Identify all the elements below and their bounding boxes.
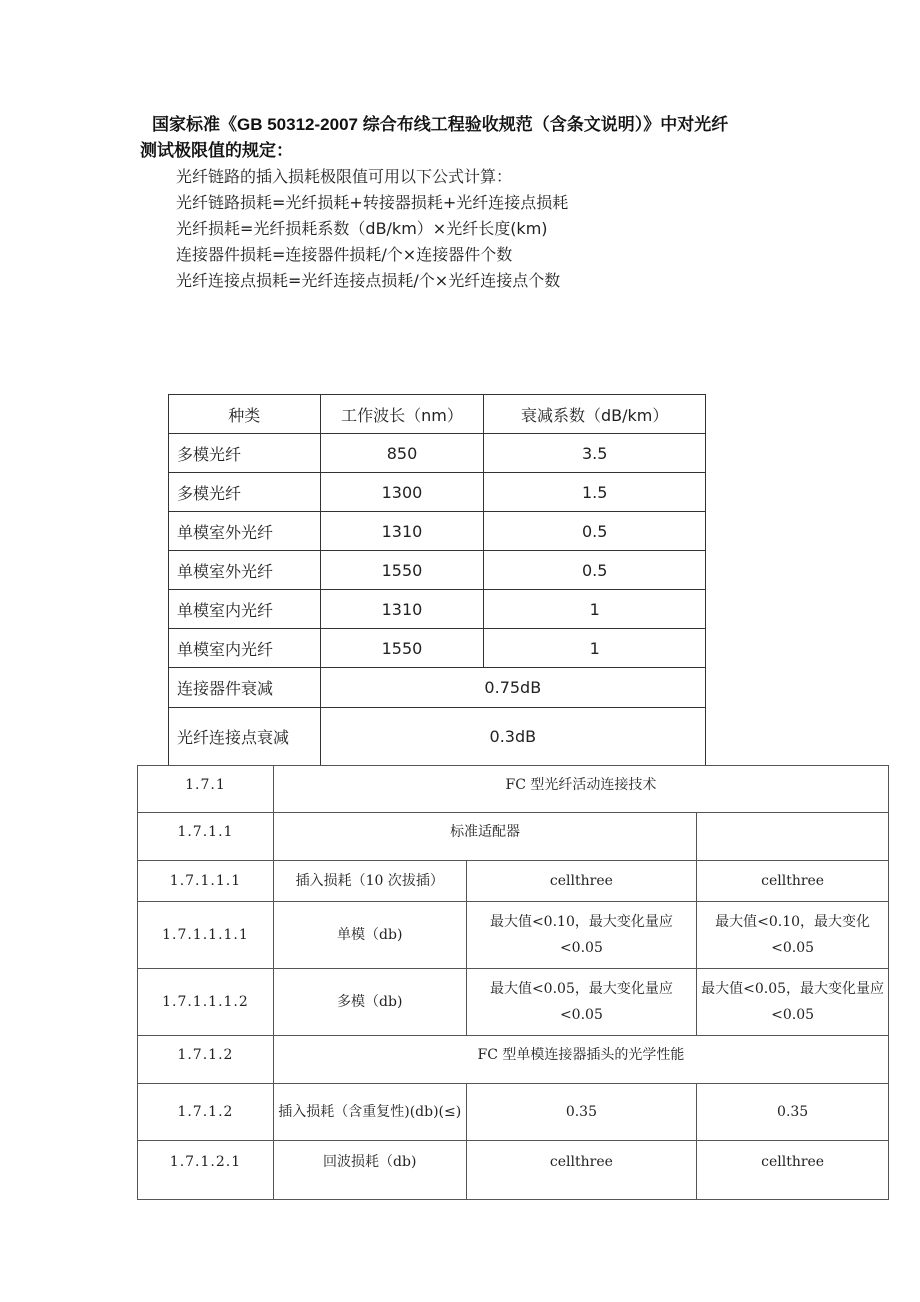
cell-empty xyxy=(697,813,889,861)
cell-wavelength: 1310 xyxy=(320,512,484,551)
cell-coefficient: 1 xyxy=(484,590,706,629)
heading-line-1: 国家标准《GB 50312-2007 综合布线工程验收规范（含条文说明）》中对光纤 xyxy=(152,115,729,134)
cell-type: 单模室外光纤 xyxy=(169,512,321,551)
cell-id: 1.7.1 xyxy=(138,766,274,813)
cell-coefficient: 3.5 xyxy=(484,434,706,473)
cell-wavelength: 850 xyxy=(320,434,484,473)
table-row xyxy=(169,551,706,590)
table-row xyxy=(138,1141,889,1200)
cell-value-1: 0.35 xyxy=(466,1084,697,1141)
table-row xyxy=(169,512,706,551)
table-row xyxy=(138,766,889,813)
cell-id: 1.7.1.2 xyxy=(138,1084,274,1141)
cell-value-2: 最大值<0.05，最大变化量应<0.05 xyxy=(697,969,889,1036)
cell-id: 1.7.1.1.1.2 xyxy=(138,969,274,1036)
heading-line-2: 测试极限值的规定： xyxy=(140,141,293,160)
cell-type: 多模光纤 xyxy=(169,473,321,512)
table-row xyxy=(138,969,889,1036)
connector-value: 0.75dB xyxy=(320,668,705,708)
cell-label: 多模（db) xyxy=(273,969,466,1036)
cell-coefficient: 1 xyxy=(484,629,706,668)
splice-row xyxy=(169,708,706,766)
cell-label: 单模（db) xyxy=(273,902,466,969)
cell-section-title: 标准适配器 xyxy=(273,813,696,861)
table-row xyxy=(138,1084,889,1141)
cell-section-title: FC 型光纤活动连接技术 xyxy=(273,766,888,813)
table-row xyxy=(169,473,706,512)
splice-value: 0.3dB xyxy=(320,708,705,766)
table-row xyxy=(169,629,706,668)
cell-value-1: cellthree xyxy=(466,861,697,902)
connector-row xyxy=(169,668,706,708)
formula-fiber-loss: 光纤损耗=光纤损耗系数（dB/km）×光纤长度(km) xyxy=(176,219,548,238)
cell-value-2: 0.35 xyxy=(697,1084,889,1141)
formula-intro: 光纤链路的插入损耗极限值可用以下公式计算： xyxy=(176,167,513,186)
cell-wavelength: 1550 xyxy=(320,551,484,590)
cell-type: 多模光纤 xyxy=(169,434,321,473)
cell-value-2: cellthree xyxy=(697,861,889,902)
cell-label: 插入损耗（含重复性)(db)(≤) xyxy=(273,1084,466,1141)
cell-wavelength: 1550 xyxy=(320,629,484,668)
cell-value-2: cellthree xyxy=(697,1141,889,1200)
header-type: 种类 xyxy=(169,395,321,434)
cell-wavelength: 1300 xyxy=(320,473,484,512)
formula-list xyxy=(176,164,568,294)
header-wavelength: 工作波长（nm） xyxy=(320,395,484,434)
cell-label: 插入损耗（10 次拔插） xyxy=(273,861,466,902)
cell-wavelength: 1310 xyxy=(320,590,484,629)
table-row xyxy=(138,861,889,902)
table-row xyxy=(169,590,706,629)
cell-coefficient: 0.5 xyxy=(484,551,706,590)
cell-type: 单模室外光纤 xyxy=(169,551,321,590)
cell-value-1: cellthree xyxy=(466,1141,697,1200)
cell-coefficient: 1.5 xyxy=(484,473,706,512)
formula-connector-loss: 连接器件损耗=连接器件损耗/个×连接器件个数 xyxy=(176,245,513,264)
cell-type: 单模室内光纤 xyxy=(169,629,321,668)
connector-label: 连接器件衰减 xyxy=(169,668,321,708)
cell-id: 1.7.1.1.1 xyxy=(138,861,274,902)
cell-id: 1.7.1.1.1.1 xyxy=(138,902,274,969)
cell-id: 1.7.1.1 xyxy=(138,813,274,861)
table-row xyxy=(169,434,706,473)
table-row xyxy=(138,813,889,861)
cell-id: 1.7.1.2 xyxy=(138,1036,274,1084)
splice-label: 光纤连接点衰减 xyxy=(169,708,321,766)
table-header-row xyxy=(169,395,706,434)
cell-type: 单模室内光纤 xyxy=(169,590,321,629)
formula-splice-loss: 光纤连接点损耗=光纤连接点损耗/个×光纤连接点个数 xyxy=(176,271,561,290)
cell-section-title: FC 型单模连接器插头的光学性能 xyxy=(273,1036,888,1084)
cell-value-1: 最大值<0.10，最大变化量应<0.05 xyxy=(466,902,697,969)
table-row xyxy=(138,1036,889,1084)
cell-value-2: 最大值<0.10，最大变化<0.05 xyxy=(697,902,889,969)
header-coefficient: 衰减系数（dB/km） xyxy=(484,395,706,434)
cell-label: 回波损耗（db) xyxy=(273,1141,466,1200)
table-row xyxy=(138,902,889,969)
cell-id: 1.7.1.2.1 xyxy=(138,1141,274,1200)
cell-coefficient: 0.5 xyxy=(484,512,706,551)
formula-link-loss: 光纤链路损耗=光纤损耗+转接器损耗+光纤连接点损耗 xyxy=(176,193,569,212)
attenuation-table xyxy=(168,394,706,766)
fc-connector-table xyxy=(137,765,889,1200)
document-heading xyxy=(140,112,840,164)
cell-value-1: 最大值<0.05，最大变化量应<0.05 xyxy=(466,969,697,1036)
